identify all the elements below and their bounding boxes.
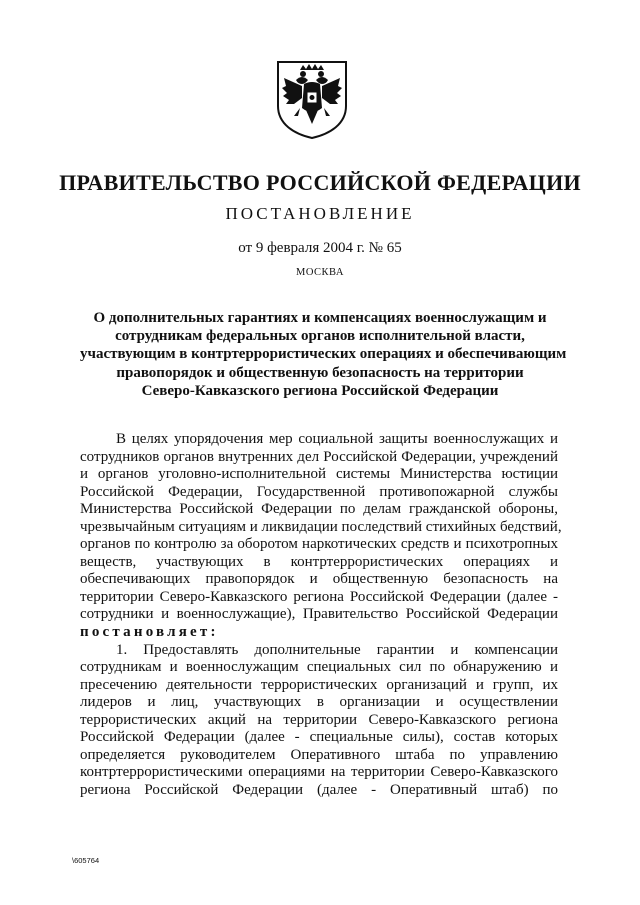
body-line: определяется руководителем Оперативного штаба по управлению [80, 746, 558, 763]
resolution-body [80, 431, 562, 799]
document-type: ПОСТАНОВЛЕНИЕ [225, 204, 415, 223]
body-line: Министерства Российской Федерации по делам гражданской обороны, [80, 501, 558, 518]
body-line: сотрудники и военнослужащие), Правительство Российской Федерации [80, 606, 558, 623]
double-headed-eagle-icon [272, 58, 352, 140]
body-line: чрезвычайным ситуациям и ликвидации последствий стихийных бедствий, [80, 518, 562, 535]
government-title: ПРАВИТЕЛЬСТВО РОССИЙСКОЙ ФЕДЕРАЦИИ [59, 170, 581, 195]
date-and-number: от 9 февраля 2004 г. № 65 [238, 240, 402, 256]
body-line: сотрудников органов внутренних дел Российской Федерации, учреждений [80, 448, 558, 465]
decree-keyword: постановляет: [80, 624, 219, 641]
body-line: обеспечивающих правопорядок и общественную безопасность на [80, 571, 558, 588]
document-code: \605764 [72, 856, 100, 865]
body-line: Российской Федерации, Государственной противопожарной службы [80, 483, 558, 500]
body-line: террористических акций на территории Северо-Кавказского региона [80, 711, 558, 728]
body-line: и органов уголовно-исполнительной системы Министерства юстиции [80, 466, 558, 483]
body-line: территории Северо-Кавказского региона Российской Федерации (далее - [80, 588, 558, 605]
body-line: контртеррористическими операциями на территории Северо-Кавказского [80, 764, 558, 781]
body-line: 1. Предоставлять дополнительные гарантии и компенсации [116, 641, 558, 658]
heading-line: правопорядок и общественную безопасность на территории [116, 364, 524, 381]
resolution-heading [80, 309, 567, 400]
city-name: МОСКВА [296, 267, 344, 278]
coat-of-arms-emblem [272, 58, 352, 140]
body-line: региона Российской Федерации (далее - Оперативный штаб) по [80, 781, 558, 798]
body-line: веществ, участвующих в контртеррористических операциях и [80, 553, 558, 570]
body-line: пресечению деятельности террористических организаций и групп, их [80, 676, 558, 693]
body-line: лидеров и лиц, участвующих в организации и осуществлении [80, 694, 558, 711]
heading-line: Северо-Кавказского региона Российской Федерации [141, 382, 499, 399]
heading-line: участвующим в контртеррористических операциях и обеспечивающим [80, 346, 567, 363]
body-line: органов по контролю за оборотом наркотических средств и психотропных [80, 536, 558, 553]
heading-line: сотрудникам федеральных органов исполнительной власти, [115, 328, 525, 345]
body-line: сотрудникам и военнослужащим специальных сил по обнаружению и [80, 659, 558, 676]
body-line: Российской Федерации (далее - специальные силы), состав которых [80, 729, 558, 746]
heading-line: О дополнительных гарантиях и компенсациях военнослужащим и [93, 310, 547, 326]
body-line: В целях упорядочения мер социальной защиты военнослужащих и [116, 431, 558, 447]
